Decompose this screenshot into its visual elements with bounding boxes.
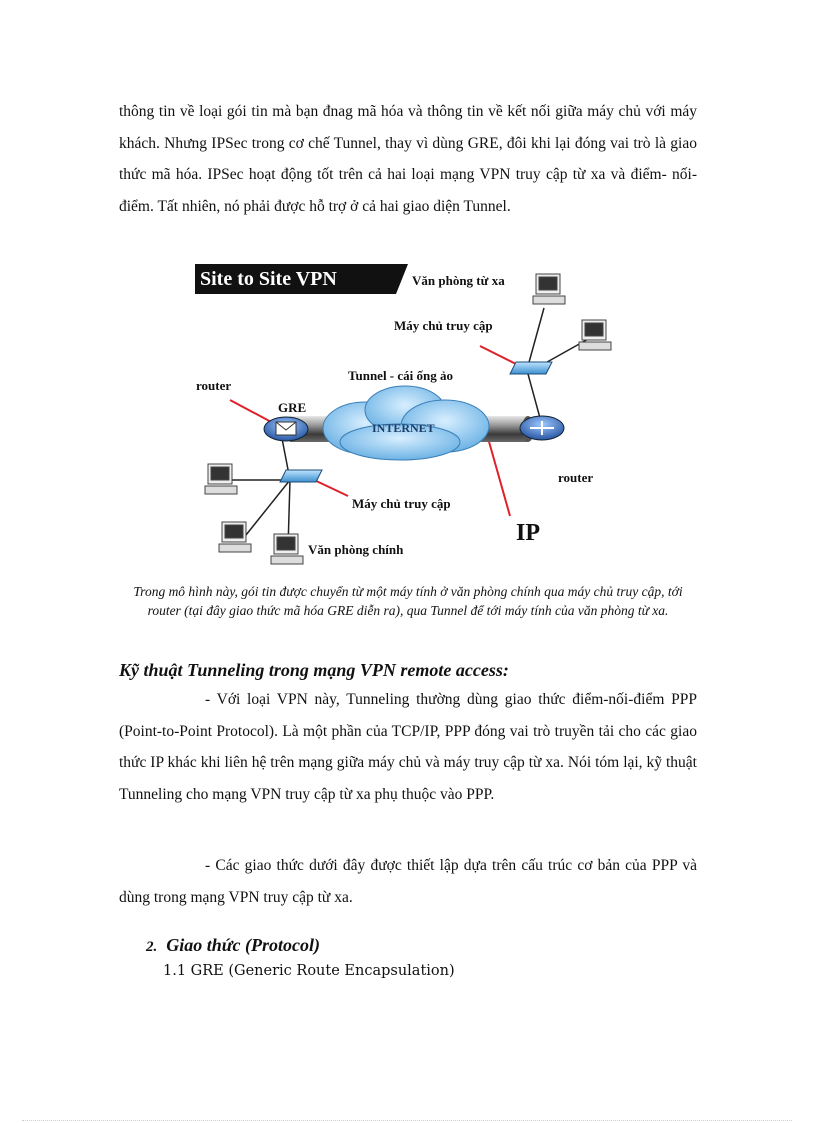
router-right-label: router xyxy=(558,470,594,485)
tunnel-label: Tunnel - cái ống ảo xyxy=(348,368,453,383)
svg-text:Site to Site VPN: Site to Site VPN xyxy=(200,268,337,290)
page-bottom-divider xyxy=(22,1120,792,1121)
paragraph-protocols: - Các giao thức dưới đây được thiết lập dựa trên cấu trúc cơ bản của PPP và dùng trong mạng VPN truy cập từ xa. xyxy=(119,857,697,906)
protocol-heading-title: Giao thức (Protocol) xyxy=(166,935,321,955)
figure-caption: Trong mô hình này, gói tin được chuyển từ một máy tính ở văn phòng chính qua máy chủ truy cập, tới router (tại đây giao thức mã hóa GRE diễn ra), qua Tunnel để tới máy tính của văn phòng từ xa. xyxy=(133,584,683,618)
svg-text:INTERNET: INTERNET xyxy=(372,421,435,435)
router-left-label: router xyxy=(196,378,232,393)
intro-paragraph: thông tin về loại gói tin mà bạn đnag mã hóa và thông tin về kết nối giữa máy chủ với máy khách. Nhưng IPSec trong cơ chế Tunnel, thay vì dùng GRE, đôi khi lại đóng vai trò là giao thức mã hóa. IPSec hoạt động tốt trên cả hai loại mạng VPN truy cập từ xa và điểm- nối-điểm. Tất nhiên, nó phải được hỗ trợ ở cả hai giao diện Tunnel. xyxy=(119,103,697,215)
remote-office-label: Văn phòng từ xa xyxy=(412,273,505,288)
main-office-label: Văn phòng chính xyxy=(308,542,404,557)
right-router-icon xyxy=(520,416,564,440)
gre-label: GRE xyxy=(278,400,307,415)
access-server-top-icon xyxy=(510,362,552,374)
ip-label: IP xyxy=(516,520,540,546)
gre-router-icon xyxy=(264,417,308,441)
internet-cloud xyxy=(323,386,489,460)
banner xyxy=(195,264,408,294)
section-heading: Kỹ thuật Tunneling trong mạng VPN remote access: xyxy=(119,660,509,680)
access-server-bottom-icon xyxy=(280,470,322,482)
site-to-site-vpn-diagram xyxy=(190,258,630,578)
protocol-heading-number: 2. xyxy=(146,939,158,955)
paragraph-ppp: - Với loại VPN này, Tunneling thường dùng giao thức điểm-nối-điểm PPP (Point-to-Point Protocol). Là một phần của TCP/IP, PPP đóng vai trò truyền tải cho các giao thức IP khác khi liên hệ trên mạng giữa máy chủ và máy truy cập từ xa. Nói tóm lại, kỹ thuật Tunneling cho mạng VPN truy cập từ xa phụ thuộc vào PPP. xyxy=(119,691,697,803)
protocol-heading xyxy=(146,935,320,956)
access-server-bottom-label: Máy chủ truy cập xyxy=(352,496,451,511)
gre-subheading: 1.1 GRE (Generic Route Encapsulation) xyxy=(163,963,455,979)
access-server-top-label: Máy chủ truy cập xyxy=(394,318,493,333)
